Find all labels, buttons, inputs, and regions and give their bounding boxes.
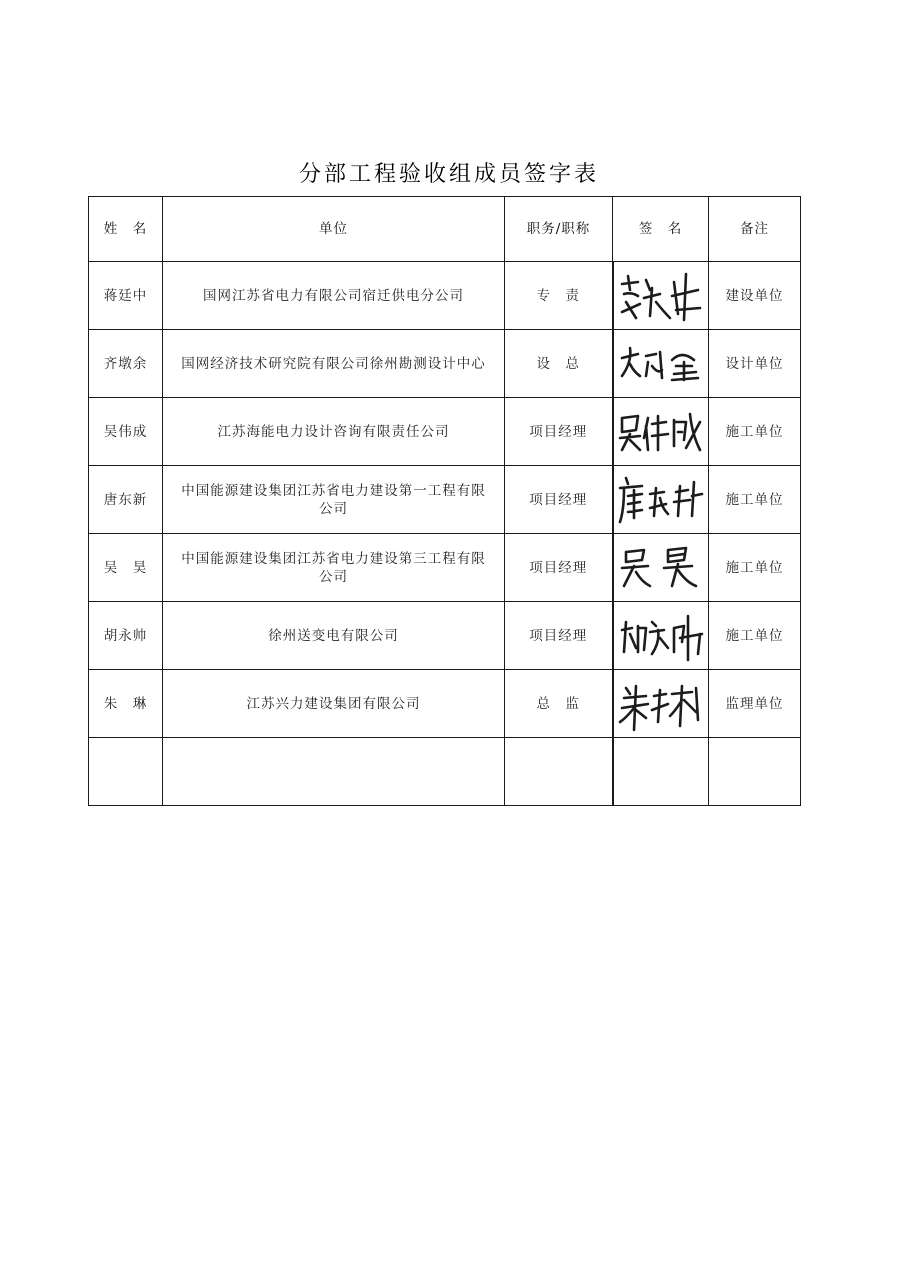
handwritten-signature [616,676,706,732]
member-role: 项目经理 [505,398,613,466]
member-unit: 江苏海能电力设计咨询有限责任公司 [163,398,505,466]
header-signature: 签 名 [613,197,709,262]
member-name [89,738,163,806]
member-signature [613,738,709,806]
member-note: 建设单位 [709,262,801,330]
member-signature [613,398,709,466]
member-role: 项目经理 [505,602,613,670]
member-note [709,738,801,806]
member-signature [613,330,709,398]
member-role: 设 总 [505,330,613,398]
member-signature [613,534,709,602]
member-name: 唐东新 [89,466,163,534]
member-role: 专 责 [505,262,613,330]
member-name: 吴伟成 [89,398,163,466]
member-name: 朱 琳 [89,670,163,738]
member-role: 总 监 [505,670,613,738]
member-note: 施工单位 [709,534,801,602]
member-unit: 国网经济技术研究院有限公司徐州勘测设计中心 [163,330,505,398]
table-row [89,602,801,670]
member-unit [163,738,505,806]
header-note: 备注 [709,197,801,262]
member-role: 项目经理 [505,466,613,534]
member-signature [613,602,709,670]
member-unit: 江苏兴力建设集团有限公司 [163,670,505,738]
signature-table [88,196,801,806]
table-row [89,738,801,806]
table-header-row [89,197,801,262]
member-name: 蒋廷中 [89,262,163,330]
handwritten-signature [616,404,706,460]
member-role: 项目经理 [505,534,613,602]
table-row [89,534,801,602]
handwritten-signature [616,540,706,596]
member-note: 施工单位 [709,466,801,534]
handwritten-signature [616,268,706,324]
member-note: 施工单位 [709,398,801,466]
handwritten-signature [616,472,706,528]
header-name: 姓 名 [89,197,163,262]
member-name: 吴 昊 [89,534,163,602]
member-unit: 中国能源建设集团江苏省电力建设第一工程有限公司 [163,466,505,534]
header-unit: 单位 [163,197,505,262]
handwritten-signature [616,608,706,664]
table-row [89,330,801,398]
member-name: 齐墩余 [89,330,163,398]
member-signature [613,670,709,738]
member-role [505,738,613,806]
member-signature [613,466,709,534]
member-signature [613,262,709,330]
member-name: 胡永帅 [89,602,163,670]
member-note: 施工单位 [709,602,801,670]
document-title: 分部工程验收组成员签字表 [298,162,599,187]
handwritten-signature [616,336,706,392]
table-row [89,466,801,534]
table-row [89,262,801,330]
member-unit: 中国能源建设集团江苏省电力建设第三工程有限公司 [163,534,505,602]
table-row [89,670,801,738]
table-row [89,398,801,466]
header-role: 职务/职称 [505,197,613,262]
member-note: 监理单位 [709,670,801,738]
member-unit: 国网江苏省电力有限公司宿迁供电分公司 [163,262,505,330]
member-unit: 徐州送变电有限公司 [163,602,505,670]
member-note: 设计单位 [709,330,801,398]
